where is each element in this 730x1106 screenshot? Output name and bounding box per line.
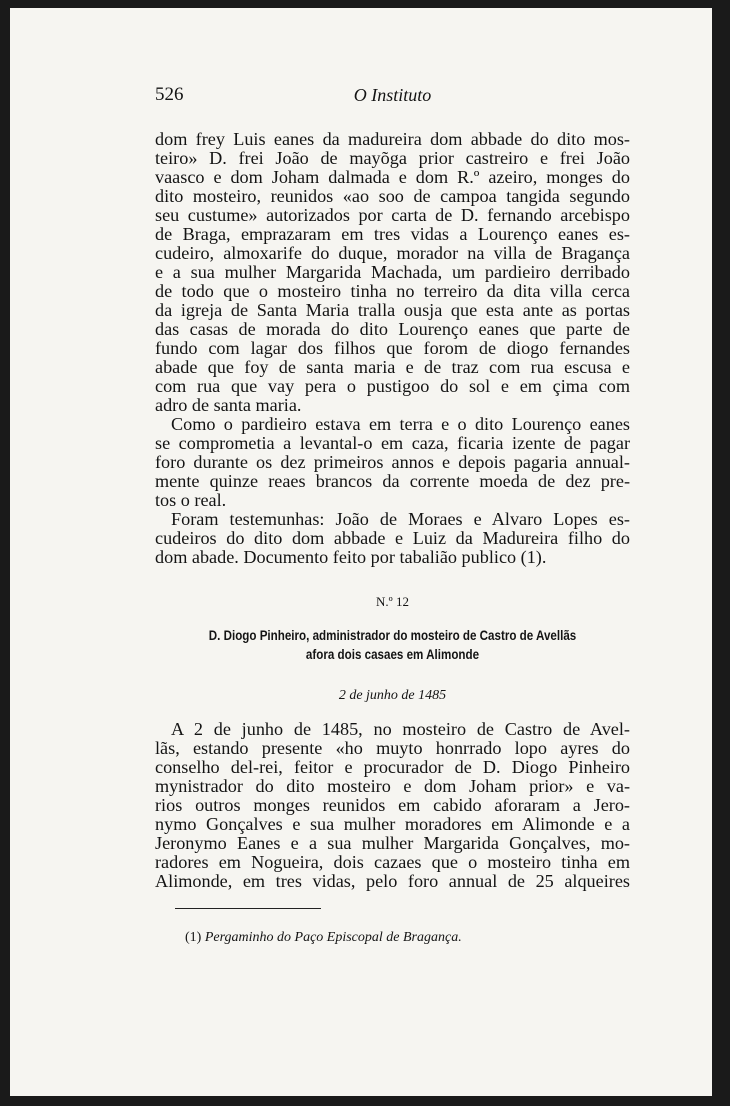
text-line: dom abade. Documento feito por tabalião publico (1). bbox=[155, 547, 547, 567]
text-line: fundo com lagar dos filhos que forom de diogo fernandes bbox=[155, 338, 630, 358]
paragraph-1 bbox=[155, 130, 630, 415]
text-line: das casas de morada do dito Lourenço eanes que parte de bbox=[155, 319, 630, 339]
text-line: lãs, estando presente «ho muyto honrrado lopo ayres do bbox=[155, 738, 630, 758]
text-line: com rua que vay pera o pustigoo do sol e em çima com bbox=[155, 376, 630, 396]
text-line: rios outros monges reunidos em cabido aforaram a Jero- bbox=[155, 795, 630, 815]
footnote-marker: (1) bbox=[185, 930, 202, 945]
running-header bbox=[155, 84, 630, 108]
paragraph-2 bbox=[155, 415, 630, 510]
document-heading bbox=[188, 626, 597, 664]
text-line: se comprometia a levantal-o em caza, ficaria izente de pagar bbox=[155, 433, 630, 453]
text-line: de Braga, emprazaram em tres vidas a Lourenço eanes es- bbox=[155, 224, 630, 244]
text-line: cudeiro, almoxarife do duque, morador na villa de Bragança bbox=[155, 243, 630, 263]
footnote-text: Pergaminho do Paço Episcopal de Bragança. bbox=[204, 930, 462, 945]
paragraph-3 bbox=[155, 510, 630, 567]
text-line: de todo que o mosteiro tinha no terreiro da dita villa cerca bbox=[155, 281, 630, 301]
paragraph-4 bbox=[155, 720, 630, 891]
footnote-rule bbox=[175, 908, 321, 909]
heading-line-2: afora dois casaes em Alimonde bbox=[305, 647, 480, 662]
text-line: nymo Gonçalves e sua mulher moradores em Alimonde e a bbox=[155, 814, 630, 834]
text-line: e a sua mulher Margarida Machada, um pardieiro derribado bbox=[155, 262, 630, 282]
text-line: Foram testemunhas: João de Moraes e Alvaro Lopes es- bbox=[171, 509, 630, 529]
text-line: vaasco e dom Joham dalmada e dom R.º azeiro, monges do bbox=[155, 167, 630, 187]
text-line: Alimonde, em tres vidas, pelo foro annual de 25 alqueires bbox=[155, 871, 630, 891]
text-line: conselho del-rei, feitor e procurador de D. Diogo Pinheiro bbox=[155, 757, 630, 777]
text-line: teiro» D. frei João de mayõga prior castreiro e frei João bbox=[155, 148, 630, 168]
text-line: Como o pardieiro estava em terra e o dito Lourenço eanes bbox=[171, 414, 630, 434]
text-line: radores em Nogueira, dois cazaes que o mosteiro tinha em bbox=[155, 852, 630, 872]
running-title: O Instituto bbox=[353, 85, 432, 105]
page-number: 526 bbox=[155, 84, 184, 105]
text-line: da igreja de Santa Maria tralla ousja que esta ante as portas bbox=[155, 300, 630, 320]
text-line: dom frey Luis eanes da madureira dom abbade do dito mos- bbox=[155, 129, 630, 149]
text-line: tos o real. bbox=[155, 490, 227, 510]
book-page bbox=[10, 8, 712, 1096]
heading-line-1: D. Diogo Pinheiro, administrador do mosteiro de Castro de Avellãs bbox=[208, 628, 577, 643]
text-line: Jeronymo Eanes e a sua mulher Margarida Gonçalves, mo- bbox=[155, 833, 630, 853]
text-line: mynistrador do dito mosteiro e dom Joham prior» e va- bbox=[155, 776, 630, 796]
text-line: cudeiros do dito dom abbade e Luiz da Madureira filho do bbox=[155, 528, 630, 548]
document-date: 2 de junho de 1485 bbox=[338, 688, 447, 703]
footnote bbox=[185, 930, 462, 946]
text-line: foro durante os dez primeiros annos e depois pagaria annual- bbox=[155, 452, 630, 472]
text-line: adro de santa maria. bbox=[155, 395, 302, 415]
text-line: A 2 de junho de 1485, no mosteiro de Castro de Avel- bbox=[171, 719, 630, 739]
text-line: abade que foy de santa maria e de traz com rua escusa e bbox=[155, 357, 630, 377]
text-line: seu custume» autorizados por carta de D. fernando arcebispo bbox=[155, 205, 630, 225]
text-line: dito mosteiro, reunidos «ao soo de campoa tangida segundo bbox=[155, 186, 630, 206]
document-number: N.º 12 bbox=[376, 594, 409, 609]
text-line: mente quinze reaes brancos da corrente moeda de dez pre- bbox=[155, 471, 630, 491]
